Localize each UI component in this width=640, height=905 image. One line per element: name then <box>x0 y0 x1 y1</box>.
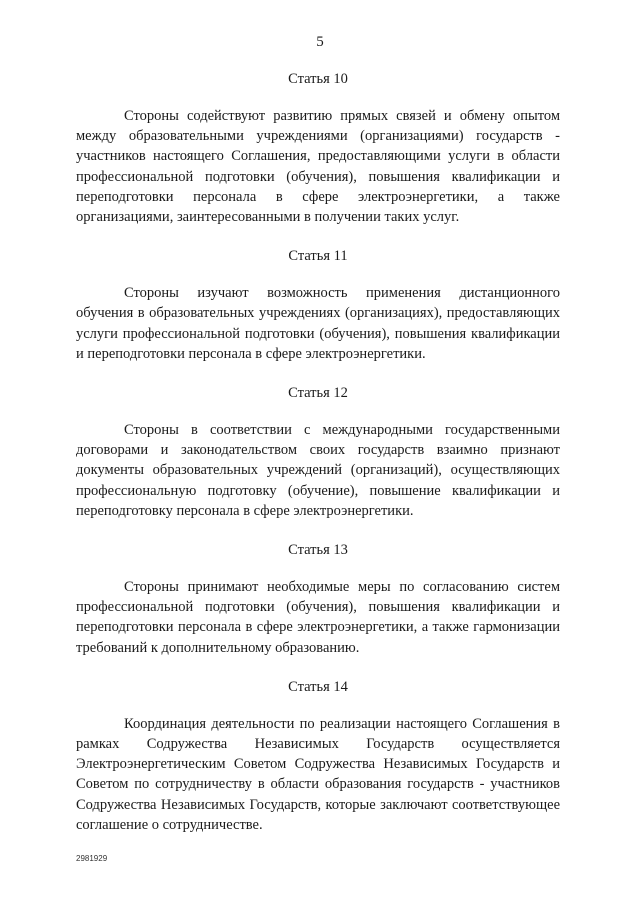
article-title: Статья 14 <box>288 678 348 695</box>
article-12 <box>76 384 560 521</box>
article-title: Статья 10 <box>288 71 348 87</box>
article-text: Стороны принимают необходимые меры по согласованию систем профессиональной подготовки (обучения), повышения квалификации и переподготовки персонала в сфере электроэнергетики, а также гармонизации требований к дополнительному образованию. <box>76 579 560 656</box>
document-body <box>76 70 560 835</box>
article-11 <box>76 247 560 364</box>
article-13 <box>76 541 560 658</box>
article-14 <box>76 678 560 835</box>
article-title: Статья 13 <box>288 542 348 559</box>
article-text: Стороны изучают возможность применения дистанционного обучения в образовательных учреждениях (организациях), предоставляющих услуги профессиональной подготовки (обучения), повышения квалификации и переподготовки персонала в сфере электроэнергетики. <box>76 285 560 362</box>
page-number: 5 <box>316 34 324 50</box>
article-10 <box>76 70 560 227</box>
article-title: Статья 12 <box>288 385 348 402</box>
article-text: Стороны содействуют развитию прямых связей и обмену опытом между образовательными учреждениями (организациями) государств - участников настоящего Соглашения, предоставляющими услуги в области профессиональной подготовки (обучения), повышения квалификации и переподготовки персонала в сфере электроэнергетики, а также организациями, заинтересованными в получении таких услуг. <box>76 108 560 226</box>
article-title: Статья 11 <box>288 248 348 265</box>
article-text: Координация деятельности по реализации настоящего Соглашения в рамках Содружества Независимых Государств осуществляется Электроэнергетическим Советом Содружества Независимых Государств и Советом по сотрудничеству в области образования государств - участников Содружества Независимых Государств, которые заключают соответствующее соглашение о сотрудничестве. <box>76 715 560 833</box>
article-text: Стороны в соответствии с международными государственными договорами и законодательством своих государств взаимно признают документы образовательных учреждений (организаций), осуществляющих профессиональную подготовку (обучение), повышение квалификации и переподготовку персонала в сфере электроэнергетики. <box>76 422 560 519</box>
document-code: 2981929 <box>76 854 108 863</box>
